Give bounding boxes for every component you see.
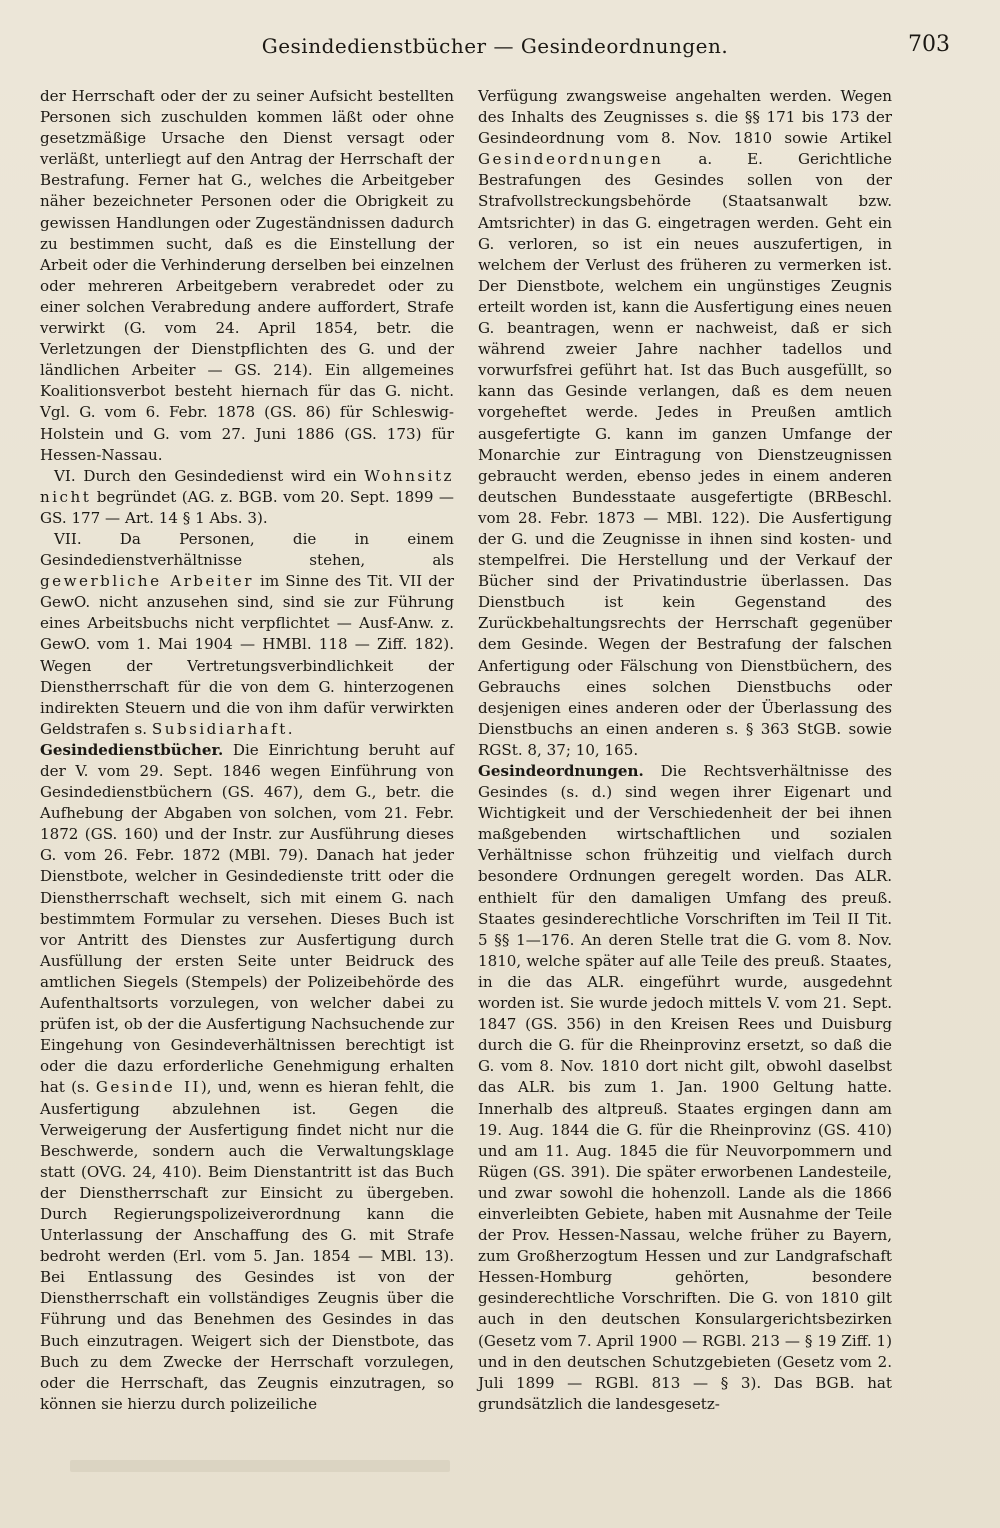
cross-reference: Gesinde II bbox=[95, 1078, 201, 1097]
text-run: im Sinne des Tit. VII der GewO. nicht anzusehen sind, sind sie zur Führung eines Arbeitsbuchs nicht verpflichtet — Ausf-Anw. z. GewO. vom 1. Mai 1904 — HMBl. 118 — Ziff. 182). Wegen der Vertretungsverbindlichkeit der Dienstherrschaft für die von dem G. hinterzogenen indirekten Steuern und die von ihm dafür verwirkten Geldstrafen s. bbox=[40, 572, 455, 738]
cross-reference: Subsidiarhaft bbox=[151, 719, 288, 738]
paragraph-residence bbox=[40, 466, 454, 529]
faded-bleed-through bbox=[70, 1460, 450, 1472]
text-run: Die Rechtsverhältnisse des Gesindes (s. d.) sind wegen ihrer Eigenart und Wichtigkeit und der Verschiedenheit der bei ihnen maßgebenden wirtschaftlichen und sozialen Verhältnisse schon frühzeitig und vielfach durch besondere Ordnungen geregelt worden. Das ALR. enthielt für den damaligen Umfang des preuß. Staates gesinderechtliche Vorschriften im Teil II Tit. 5 §§ 1—176. An deren Stelle trat die G. vom 8. Nov. 1810, welche später auf alle Teile des preuß. Staates, in die das ALR. eingeführt wurde, ausgedehnt worden ist. Sie wurde jedoch mittels V. vom 21. Sept. 1847 (GS. 356) in den Kreisen Rees und Duisburg durch die G. für die Rheinprovinz ersetzt, so daß die G. vom 8. Nov. 1810 dort nicht gilt, obwohl daselbst das ALR. bis zum 1. Jan. 1900 Geltung hatte. Innerhalb des altpreuß. Staates ergingen dann am 19. Aug. 1844 die G. für die Rheinprovinz (GS. 410) und am 11. Aug. 1845 die für Neuvorpommern und Rügen (GS. 391). Die später erworbenen Landesteile, und zwar sowohl die hohenzoll. Lande als die 1866 einverleibten Gebiete, haben mit Ausnahme der Teile der Prov. Hessen-Nassau, welche früher zu Bayern, zum Großherzogtum Hessen und zur Landgrafschaft Hessen-Homburg gehörten, besondere gesinderechtliche Vorschriften. Die G. von 1810 gilt auch in den deutschen Konsulargerichtsbezirken (Gesetz vom 7. April 1900 — RGBl. 213 — § 19 Ziff. 1) und in den deutschen Schutzgebieten (Gesetz vom 2. Juli 1899 — RGBl. 813 — § 3). Das BGB. hat grundsätzlich die landesgesetz- bbox=[478, 762, 892, 1413]
paragraph-work-books bbox=[40, 529, 454, 740]
emphasis: gewerbliche Arbeiter bbox=[40, 572, 254, 591]
text-run: begründet (AG. z. BGB. vom 20. Sept. 1899 — GS. 177 — Art. 14 § 1 Abs. 3). bbox=[40, 487, 454, 527]
entry-headword: Gesindeordnungen. bbox=[478, 762, 644, 780]
emphasis: Wohnsitz nicht bbox=[40, 466, 454, 506]
page-header bbox=[40, 30, 950, 64]
entry-headword: Gesindedienstbücher. bbox=[40, 740, 224, 759]
right-column bbox=[478, 86, 892, 1415]
entry-gesindeordnungen bbox=[478, 761, 892, 1415]
entry-gesindedienstbuecher bbox=[40, 740, 454, 1415]
text-run: Verfügung zwangsweise angehalten werden. Wegen des Inhalts des Zeugnisses s. die §§ 171 bis 173 der Gesindeordnung vom 8. Nov. 1810 sowie Artikel bbox=[478, 87, 892, 148]
text-run: VII. Da Personen, die in einem Gesindedienstverhältnisse stehen, als bbox=[40, 529, 454, 570]
text-run: ), und, wenn es hieran fehlt, die Ausfertigung abzulehnen ist. Gegen die Verweigerung der Ausfertigung findet nicht nur die Beschwerde, sondern auch die Verwaltungsklage statt (OVG. 24, 410). Beim Dienstantritt ist das Buch der Dienstherrschaft zur Einsicht zu übergeben. Durch Regierungspolizeiverordnung kann die Unterlassung der Anschaffung des G. mit Strafe bedroht werden (Erl. vom 5. Jan. 1854 — MBl. 13). Bei Entlassung des Gesindes ist von der Dienstherrschaft ein vollständiges Zeugnis über die Führung und das Benehmen des Gesindes in das Buch einzutragen. Weigert sich der Dienstbote, das Buch zu dem Zwecke der Herrschaft vorzulegen, oder die Herrschaft, das Zeugnis einzutragen, so können sie hierzu durch polizeiliche bbox=[40, 1078, 454, 1413]
text-run: . bbox=[287, 719, 293, 738]
text-run: Die Einrichtung beruht auf der V. vom 29. Sept. 1846 wegen Einführung von Gesindedienstbüchern (GS. 467), dem G., betr. die Aufhebung der Abgaben von solchen, vom 21. Febr. 1872 (GS. 160) und der Instr. zur Ausführung dieses G. vom 26. Febr. 1872 (MBl. 79). Danach hat jeder Dienstbote, welcher in Gesindedienste tritt oder die Dienstherrschaft wechselt, sich mit einem G. nach bestimmtem Formular zu versehen. Dieses Buch ist vor Antritt des Dienstes zur Ausfertigung durch Ausfüllung der ersten Seite unter Beidruck des amtlichen Siegels (Stempels) der Polizeibehörde des Aufenthaltsorts vorzulegen, von welcher dabei zu prüfen ist, ob der die Ausfertigung Nachsuchende zur Eingehung von Gesindeverhältnissen berechtigt ist oder die dazu erforderliche Genehmigung erhalten hat (s. bbox=[40, 740, 454, 1097]
running-head: Gesindedienstbücher — Gesindeordnungen. bbox=[261, 34, 729, 58]
page-number: 703 bbox=[908, 32, 950, 57]
text-run: VI. Durch den Gesindedienst wird ein bbox=[54, 466, 365, 485]
cross-reference: Gesindeordnungen bbox=[478, 150, 664, 169]
left-column bbox=[40, 86, 454, 1415]
paragraph-strike-law: der Herrschaft oder der zu seiner Aufsicht bestellten Personen sich zuschulden kommen läßt oder ohne gesetzmäßige Ursache den Dienst versagt oder verläßt, unterliegt auf den Antrag der Herrschaft der Bestrafung. Ferner hat G., welches die Arbeitgeber näher bezeichneter Personen oder die Obrigkeit zu gewissen Handlungen oder Zugeständnissen dadurch zu bestimmen sucht, daß es die Einstellung der Arbeit oder die Verhinderung derselben bei einzelnen oder mehreren Arbeitgebern verabredet oder zu einer solchen Verabredung andere auffordert, Strafe verwirkt (G. vom 24. April 1854, betr. die Verletzungen der Dienstpflichten des G. und der ländlichen Arbeiter — GS. 214). Ein allgemeines Koalitionsverbot besteht hiernach für das G. nicht. Vgl. G. vom 6. Febr. 1878 (GS. 86) für Schleswig-Holstein und G. vom 27. Juni 1886 (GS. 173) für Hessen-Nassau. bbox=[40, 87, 454, 464]
paragraph-continuation bbox=[478, 86, 892, 761]
text-run: a. E. Gerichtliche Bestrafungen des Gesindes sollen von der Strafvollstreckungsbehörde (Staatsanwalt bzw. Amtsrichter) in das G. eingetragen werden. Geht ein G. verloren, so ist ein neues auszufertigen, in welchem der Verlust des früheren zu vermerken ist. Der Dienstbote, welchem ein ungünstiges Zeugnis erteilt worden ist, kann die Ausfertigung eines neuen G. beantragen, wenn er nachweist, daß er sich während zweier Jahre nachher tadellos und vorwurfsfrei geführt hat. Ist das Buch ausgefüllt, so kann das Gesinde verlangen, daß es dem neuen vorgeheftet werde. Jedes in Preußen amtlich ausgefertigte G. kann im ganzen Umfange der Monarchie zur Eintragung von Dienstzeugnissen gebraucht werden, ebenso jedes in einem anderen deutschen Bundesstaate ausgefertigte (BRBeschl. vom 28. Febr. 1873 — MBl. 122). Die Ausfertigung der G. und die Zeugnisse in ihnen sind kosten- und stempelfrei. Die Herstellung und der Verkauf der Bücher sind der Privatindustrie überlassen. Das Dienstbuch ist kein Gegenstand des Zurückbehaltungsrechts der Herrschaft gegenüber dem Gesinde. Wegen der Bestrafung der falschen Anfertigung oder Fälschung von Dienstbüchern, des Gebrauchs eines solchen Dienstbuchs oder desjenigen eines anderen oder der Überlassung des Dienstbuchs an einen anderen s. § 363 StGB. sowie RGSt. 8, 37; 10, 165. bbox=[478, 150, 892, 759]
